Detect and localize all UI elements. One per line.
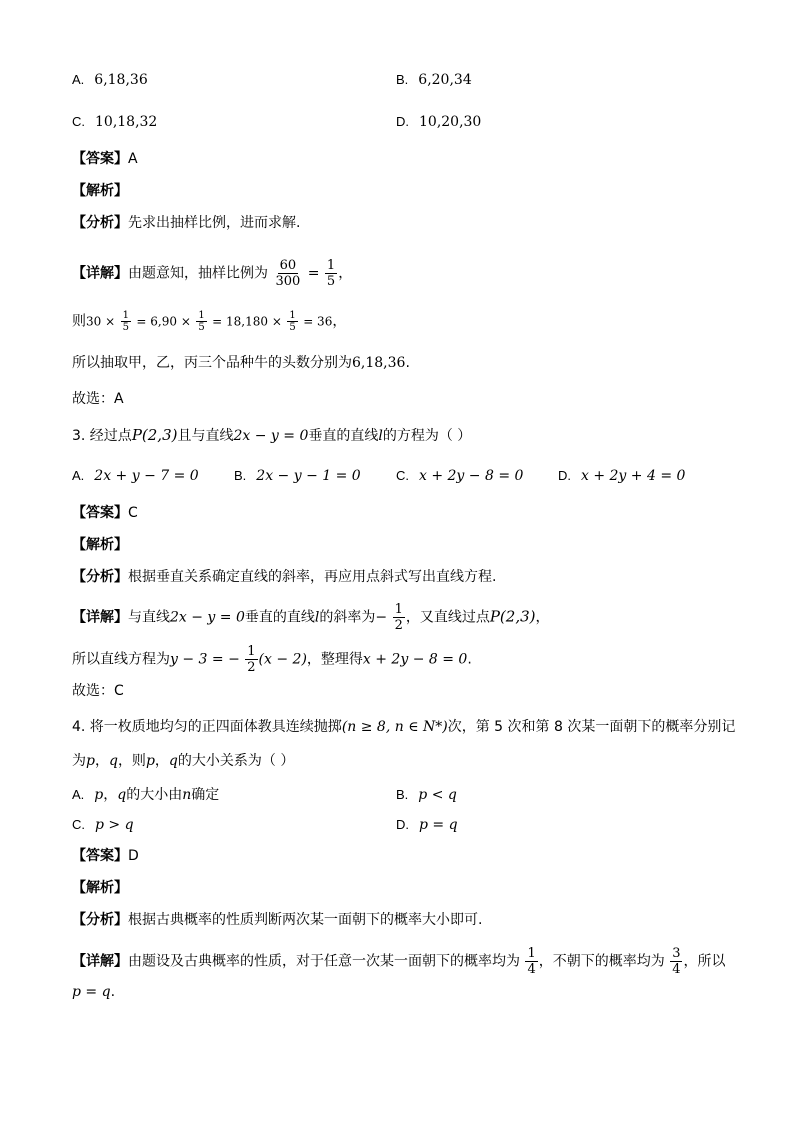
stem-text: ， [94,753,109,769]
q4-answer [72,846,139,866]
q2-xiangjie [72,258,352,289]
result-text: 所以抽取甲，乙，丙三个品种牛的头数分别为 [72,355,352,371]
option-label: D. [396,817,409,832]
fenxi-tag: 【分析】 [72,215,128,231]
option-label: D. [558,468,571,483]
comma: ， [338,265,353,282]
q3-stem [72,425,471,446]
option-value: 10,18,32 [95,114,158,130]
q3-xiangjie [72,602,550,633]
xiangjie-text: ，又直线过点 [405,609,490,626]
analysis-tag: 【解析】 [72,537,128,553]
option-text: 确定 [191,787,220,803]
option-value: p > q [95,817,134,833]
q2-option-b [396,70,472,90]
q4-conclusion [72,982,115,1002]
result-value: 6,18,36 [352,355,406,371]
calc-prefix: 则 [72,313,86,330]
q2-fenxi [72,213,300,233]
fenxi-tag: 【分析】 [72,569,128,585]
xiangjie-text: 的斜率为 [319,609,376,626]
fenxi-text: 根据古典概率的性质判断两次某一面朝下的概率大小即可. [128,912,483,928]
q3-fenxi [72,567,496,587]
stem-text: 的方程为（ ） [382,428,472,444]
comma: ， [332,313,347,330]
equation-text: 所以直线方程为 [72,651,170,668]
answer-value: C [128,505,138,521]
stem-text: 的大小关系为（ ） [177,753,295,769]
q3-choice [72,681,124,701]
var-p: p [145,753,155,769]
calc-term: 30 × [86,314,116,329]
q4-option-a [72,785,219,805]
xiangjie-text: 由题设及古典概率的性质，对于任意一次某一面朝下的概率均为 [128,953,520,970]
q2-option-c [72,112,157,132]
fraction-60-300: $\frac{60}{300}$ [275,258,301,289]
option-text: 的大小由 [126,787,183,803]
fraction-1-5: $\frac{1}{5}$ [289,310,296,333]
option-label: D. [396,114,409,129]
q4-option-d [396,815,458,835]
q2-calc [72,310,346,333]
fenxi-text: 先求出抽样比例，进而求解. [128,215,301,231]
option-value: p < q [418,787,457,803]
minus-sign: − [375,609,388,626]
q3-analysis-heading [72,535,128,555]
q2-choice [72,389,124,409]
answer-tag: 【答案】 [72,848,128,864]
period: . [467,651,472,668]
q2-analysis-heading [72,181,128,201]
answer-value: D [128,848,139,864]
q3-option-b [234,466,361,486]
equation-text: ，整理得 [306,651,363,668]
calc-term: = 18,180 × [212,314,282,329]
var-p: p [94,787,104,803]
xiangjie-tag: 【详解】 [72,609,128,626]
option-label: A. [72,72,85,87]
period: . [110,984,116,1000]
q3-option-c [396,466,523,486]
q4-option-b [396,785,457,805]
q3-option-d [558,466,685,486]
answer-tag: 【答案】 [72,505,128,521]
xiangjie-text: 与直线 [128,609,170,626]
equation-term: y − 3 = − [170,651,240,668]
option-label: B. [396,72,409,87]
xiangjie-text: ，不朝下的概率均为 [538,953,665,970]
stem-text: 次，第 5 次和第 8 次某一面朝下的概率分别记 [447,719,736,735]
choice-text: 故选：A [72,391,124,407]
calc-term: = 6,90 × [136,314,191,329]
var-q: q [108,753,118,769]
equals-sign: = [307,265,320,282]
fraction-1-5: $\frac{1}{5}$ [326,258,336,289]
option-value: 6,20,34 [418,72,472,88]
option-label: A. [72,468,85,483]
q4-xiangjie [72,946,725,977]
line-l: l [314,609,320,626]
fraction-1-5: $\frac{1}{5}$ [198,310,205,333]
stem-text: 且与直线 [177,428,234,444]
line-l: l [378,428,383,444]
option-label: C. [72,114,85,129]
n-condition: (n ≥ 8, n ∈ N*) [341,719,448,735]
option-value: 6,18,36 [94,72,148,88]
xiangjie-text: ，所以 [683,953,726,970]
fenxi-tag: 【分析】 [72,912,128,928]
option-label: A. [72,787,85,802]
option-value: p = q [419,817,458,833]
answer-tag: 【答案】 [72,151,128,167]
calc-term: = 36 [303,314,333,329]
q4-option-c [72,815,134,835]
stem-text: 4. 将一枚质地均匀的正四面体教具连续抛掷 [72,719,342,735]
fraction-1-5: $\frac{1}{5}$ [122,310,129,333]
xiangjie-tag: 【详解】 [72,953,128,970]
option-value: x + 2y − 8 = 0 [419,468,524,484]
fraction-1-2: $\frac{1}{2}$ [394,602,403,633]
option-label: B. [234,468,247,483]
option-label: C. [396,468,409,483]
equation-result: x + 2y − 8 = 0 [362,651,468,668]
option-value: 10,20,30 [419,114,482,130]
var-q: q [117,787,127,803]
xiangjie-tag: 【详解】 [72,265,128,282]
point-p: P(2,3) [131,426,178,444]
fraction-1-2: $\frac{1}{2}$ [247,644,256,675]
q4-analysis-heading [72,878,128,898]
line-equation: 2x − y = 0 [233,428,309,444]
xiangjie-text: 垂直的直线 [244,609,315,626]
q4-stem-line2 [72,751,294,771]
stem-text: 3. 经过点 [72,428,132,444]
q2-answer [72,149,138,169]
point-p: P(2,3) [489,607,536,626]
var-n: n [182,787,192,803]
fenxi-text: 根据垂直关系确定直线的斜率，再应用点斜式写出直线方程. [128,569,497,585]
analysis-tag: 【解析】 [72,183,128,199]
line-equation: 2x − y = 0 [170,609,245,626]
fraction-1-4: $\frac{1}{4}$ [527,946,536,977]
stem-text: ， [154,753,169,769]
fraction-3-4: $\frac{3}{4}$ [672,946,681,977]
q2-result [72,353,410,373]
option-value: x + 2y + 4 = 0 [581,468,686,484]
var-p: p [86,753,95,769]
choice-text: 故选：C [72,683,124,699]
xiangjie-text: 由题意知，抽样比例为 [128,265,268,282]
option-value: 2x + y − 7 = 0 [94,468,199,484]
stem-text: 垂直的直线 [308,428,379,444]
conclusion-value: p = q [72,984,111,1000]
period: . [405,355,410,371]
answer-value: A [128,151,138,167]
stem-text: ， [103,787,118,803]
analysis-tag: 【解析】 [72,880,128,896]
q3-option-a [72,466,199,486]
q4-stem [72,717,735,737]
stem-text: 为 [72,753,86,769]
equation-term: (x − 2) [258,651,307,668]
comma: ， [535,609,550,626]
q2-option-a [72,70,148,90]
stem-text: ，则 [117,753,146,769]
q3-answer [72,503,138,523]
var-q: q [168,753,178,769]
q4-fenxi [72,910,482,930]
q3-equation [72,644,472,675]
q2-option-d [396,112,481,132]
option-value: 2x − y − 1 = 0 [256,468,361,484]
option-label: C. [72,817,85,832]
option-label: B. [396,787,409,802]
